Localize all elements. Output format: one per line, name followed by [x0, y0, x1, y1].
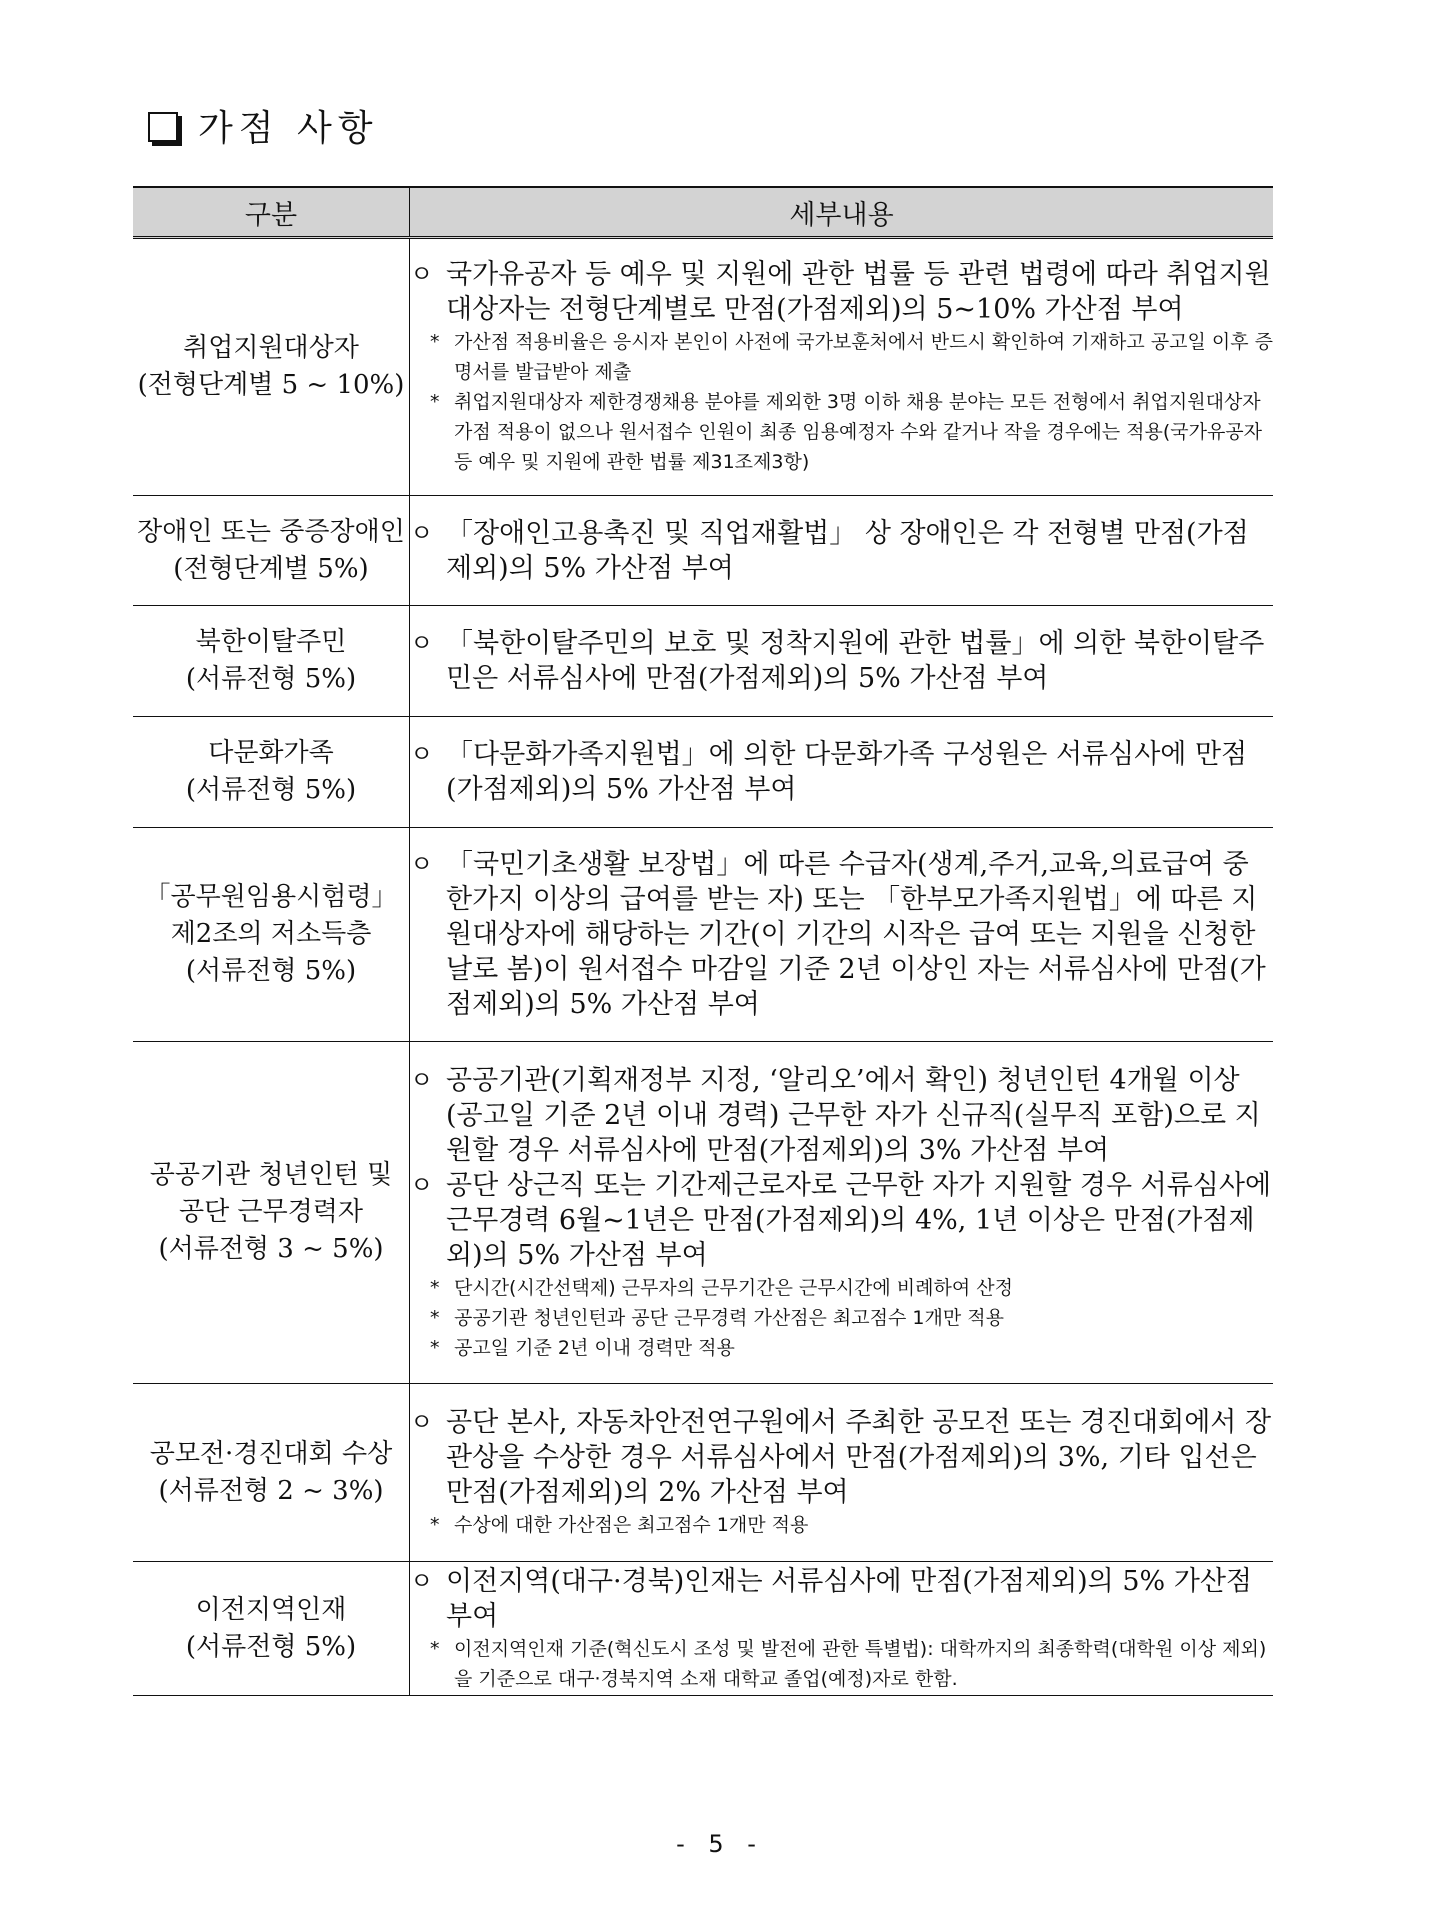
- detail-item: [410, 626, 1273, 696]
- detail-text: 「북한이탈주민의 보호 및 정착지원에 관한 법률」에 의한 북한이탈주민은 서류심사에 만점(가점제외)의 5% 가산점 부여: [446, 628, 1265, 694]
- page-number: - 5 -: [676, 1830, 764, 1858]
- asterisk-icon: *: [430, 1306, 440, 1329]
- detail-text: 국가유공자 등 예우 및 지원에 관한 법률 등 관련 법령에 따라 취업지원대상자는 전형단계별로 만점(가점제외)의 5~10% 가산점 부여: [446, 259, 1271, 325]
- detail-note: [410, 387, 1273, 477]
- category-cell: [133, 1042, 410, 1384]
- circle-bullet-icon: ㅇ: [410, 1170, 434, 1199]
- table-row: [133, 717, 1273, 828]
- detail-text: 공단 본사, 자동차안전연구원에서 주최한 공모전 또는 경진대회에서 장관상을 수상한 경우 서류심사에서 만점(가점제외)의 3%, 기타 입선은 만점(가점제외)의 2% 가산점 부여: [446, 1407, 1272, 1508]
- category-rate: (서류전형 5%): [185, 775, 357, 805]
- category-rate: (서류전형 2 ~ 3%): [158, 1475, 384, 1506]
- note-text: 이전지역인재 기준(혁신도시 조성 및 발전에 관한 특별법): 대학까지의 최종학력(대학원 이상 제외)을 기준으로 대구·경북지역 소재 대학교 졸업(예정)자로 한함.: [454, 1637, 1267, 1690]
- category-label: 공단 근무경력자: [178, 1197, 364, 1227]
- detail-text: 공공기관(기획재정부 지정, ‘알리오’에서 확인) 청년인턴 4개월 이상(공고일 기준 2년 이내 경력) 근무한 자가 신규직(실무직 포함)으로 지원할 경우 서류심사에 만점(가점제외)의 3% 가산점 부여: [446, 1064, 1261, 1166]
- page-heading: [148, 100, 379, 151]
- detail-item: [410, 1063, 1273, 1168]
- table-header-row: [133, 187, 1273, 238]
- circle-bullet-icon: ㅇ: [410, 1408, 434, 1436]
- asterisk-icon: *: [430, 1276, 440, 1299]
- detail-item: [410, 1564, 1273, 1634]
- circle-bullet-icon: ㅇ: [410, 740, 434, 768]
- detail-note: [410, 1333, 1273, 1363]
- detail-text: 공단 상근직 또는 기간제근로자로 근무한 자가 지원할 경우 서류심사에 근무경력 6월~1년은 만점(가점제외)의 4%, 1년 이상은 만점(가점제외)의 5% 가산점 부여: [446, 1169, 1272, 1271]
- column-header-details: 세부내용: [410, 187, 1274, 238]
- asterisk-icon: *: [430, 391, 440, 413]
- asterisk-icon: *: [430, 1336, 440, 1359]
- detail-note: [410, 1510, 1273, 1540]
- detail-text: 「다문화가족지원법」에 의한 다문화가족 구성원은 서류심사에 만점(가점제외)의 5% 가산점 부여: [446, 739, 1248, 805]
- category-rate: (서류전형 3 ~ 5%): [158, 1234, 384, 1264]
- checkbox-square-icon: [148, 112, 178, 142]
- detail-note: [410, 1634, 1273, 1694]
- category-rate: (전형단계별 5%): [173, 553, 369, 584]
- circle-bullet-icon: ㅇ: [410, 629, 434, 657]
- asterisk-icon: *: [430, 1514, 440, 1536]
- detail-text: 「장애인고용촉진 및 직업재활법」 상 장애인은 각 전형별 만점(가점제외)의 5% 가산점 부여: [446, 517, 1249, 584]
- category-label: 장애인 또는 중증장애인: [137, 516, 405, 547]
- detail-cell: [410, 606, 1274, 717]
- note-text: 공공기관 청년인턴과 공단 근무경력 가산점은 최고점수 1개만 적용: [454, 1306, 1004, 1329]
- table-row: [133, 1562, 1273, 1696]
- circle-bullet-icon: ㅇ: [410, 1566, 434, 1595]
- category-cell: [133, 606, 410, 717]
- detail-cell: [410, 717, 1274, 828]
- category-cell: [133, 496, 410, 606]
- asterisk-icon: *: [430, 331, 440, 353]
- category-label: 북한이탈주민: [195, 627, 347, 657]
- category-rate: (서류전형 5%): [185, 956, 357, 986]
- detail-cell: [410, 1562, 1274, 1696]
- detail-item: [410, 1168, 1273, 1273]
- note-text: 공고일 기준 2년 이내 경력만 적용: [454, 1336, 735, 1359]
- detail-cell: [410, 238, 1274, 496]
- detail-note: [410, 1303, 1273, 1333]
- column-header-category: 구분: [133, 187, 410, 238]
- category-rate: (서류전형 5%): [185, 664, 357, 694]
- category-cell: [133, 1562, 410, 1696]
- table-row: [133, 606, 1273, 717]
- detail-item: [410, 1405, 1273, 1510]
- category-cell: [133, 238, 410, 496]
- category-label: 공모전·경진대회 수상: [149, 1438, 393, 1469]
- note-text: 가산점 적용비율은 응시자 본인이 사전에 국가보훈처에서 반드시 확인하여 기재하고 공고일 이후 증명서를 발급받아 제출: [454, 331, 1273, 383]
- category-label: 다문화가족: [208, 738, 334, 768]
- detail-cell: [410, 496, 1274, 606]
- table-row: [133, 238, 1273, 496]
- category-label: 「공무원임용시험령」: [144, 882, 398, 912]
- table-row: [133, 496, 1273, 606]
- detail-cell: [410, 828, 1274, 1042]
- asterisk-icon: *: [430, 1637, 440, 1660]
- table-row: [133, 1384, 1273, 1562]
- circle-bullet-icon: ㅇ: [410, 850, 434, 878]
- category-label: 이전지역인재: [195, 1594, 347, 1625]
- category-label: 제2조의 저소득층: [170, 919, 372, 949]
- detail-text: 「국민기초생활 보장법」에 따른 수급자(생계,주거,교육,의료급여 중 한가지 이상의 급여를 받는 자) 또는 「한부모가족지원법」에 따른 지원대상자에 해당하는 기간(이 기간의 시작은 급여 또는 지원을 신청한 날로 봄)이 원서접수 마감일 기준 2년 이상인 자는 서류심사에 만점(가점제외)의 5% 가산점 부여: [446, 849, 1266, 1020]
- bonus-points-table: [133, 186, 1273, 1696]
- detail-note: [410, 1273, 1273, 1303]
- detail-item: [410, 737, 1273, 807]
- detail-text: 이전지역(대구·경북)인재는 서류심사에 만점(가점제외)의 5% 가산점 부여: [446, 1565, 1253, 1632]
- detail-item: [410, 516, 1273, 586]
- category-rate: (전형단계별 5 ~ 10%): [137, 370, 405, 400]
- table-row: [133, 1042, 1273, 1384]
- note-text: 단시간(시간선택제) 근무자의 근무기간은 근무시간에 비례하여 산정: [454, 1276, 1013, 1299]
- category-label: 공공기관 청년인턴 및: [149, 1160, 393, 1190]
- page-title: 가점 사항: [198, 108, 379, 149]
- detail-item: [410, 847, 1273, 1022]
- note-text: 취업지원대상자 제한경쟁채용 분야를 제외한 3명 이하 채용 분야는 모든 전형에서 취업지원대상자 가점 적용이 없으나 원서접수 인원이 최종 임용예정자 수와 같거나 작을 경우에는 적용(국가유공자 등 예우 및 지원에 관한 법률 제31조제3항): [454, 391, 1263, 473]
- category-rate: (서류전형 5%): [185, 1631, 357, 1662]
- category-cell: [133, 717, 410, 828]
- detail-item: [410, 257, 1273, 327]
- detail-note: [410, 327, 1273, 387]
- detail-cell: [410, 1384, 1274, 1562]
- circle-bullet-icon: ㅇ: [410, 518, 434, 547]
- category-cell: [133, 828, 410, 1042]
- table-row: [133, 828, 1273, 1042]
- detail-cell: [410, 1042, 1274, 1384]
- category-label: 취업지원대상자: [183, 333, 359, 363]
- circle-bullet-icon: ㅇ: [410, 260, 434, 288]
- category-cell: [133, 1384, 410, 1562]
- note-text: 수상에 대한 가산점은 최고점수 1개만 적용: [454, 1514, 809, 1536]
- circle-bullet-icon: ㅇ: [410, 1065, 434, 1094]
